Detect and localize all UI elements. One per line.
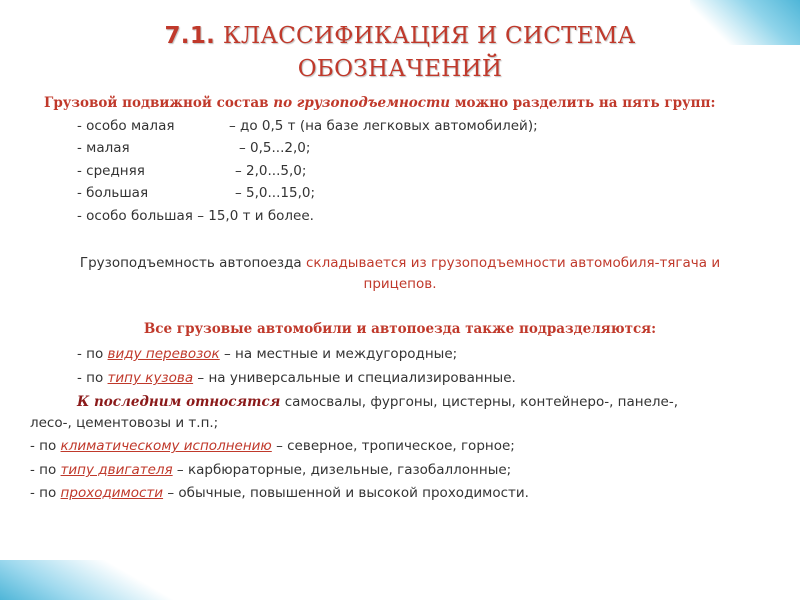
group-value: – до 0,5 т (на базе легковых автомобилей); xyxy=(229,118,538,134)
intro-term: по грузоподъемности xyxy=(273,95,451,111)
subdivision-prefix: - по xyxy=(30,438,61,454)
group-name: - особо малая xyxy=(77,118,175,134)
subdivision-term: климатическому исполнению xyxy=(60,438,272,454)
group-value: – 15,0 т и более. xyxy=(197,208,314,224)
subdivision-term: типу двигателя xyxy=(60,462,173,478)
subdivision-rest: – на местные и междугородные; xyxy=(219,346,458,362)
subdivision-latter-line-1 xyxy=(77,392,678,412)
latter-lead: К последним относятся xyxy=(77,394,281,410)
group-value: – 2,0...5,0; xyxy=(235,163,307,179)
group-item-small xyxy=(77,138,310,158)
title-line-2: ОБОЗНАЧЕНИЙ xyxy=(297,56,503,82)
subdivision-prefix: - по xyxy=(30,462,61,478)
group-item-very-large xyxy=(77,206,314,226)
title-number: 7.1. xyxy=(164,23,216,49)
title-text-1: КЛАССИФИКАЦИЯ И СИСТЕМА xyxy=(222,23,636,49)
subdivision-rest: – на универсальные и специализированные. xyxy=(193,370,516,386)
road-train-part2: складывается из грузоподъемности автомобиля-тягача и xyxy=(306,255,721,271)
subdivision-offroad xyxy=(30,483,529,503)
subdivision-prefix: - по xyxy=(77,370,108,386)
group-name: - малая xyxy=(77,140,130,156)
subdivision-engine xyxy=(30,460,511,480)
subdivision-rest: – северное, тропическое, горное; xyxy=(271,438,515,454)
corner-decoration-bottom xyxy=(0,560,180,600)
group-value: – 0,5...2,0; xyxy=(239,140,311,156)
intro-line xyxy=(44,93,715,113)
subdivision-latter-line-2: лесо-, цементовозы и т.п.; xyxy=(30,415,219,431)
road-train-line-2: прицепов. xyxy=(363,276,437,292)
subdivision-prefix: - по xyxy=(77,346,108,362)
subdivision-climate xyxy=(30,436,515,456)
subdivision-term: проходимости xyxy=(60,485,164,501)
subdivision-term: типу кузова xyxy=(107,370,194,386)
intro-part1: Грузовой подвижной состав xyxy=(44,95,274,111)
subdivision-body xyxy=(77,368,516,388)
group-name: - большая xyxy=(77,185,149,201)
subdivision-transport xyxy=(77,344,457,364)
subdivision-prefix: - по xyxy=(30,485,61,501)
subdivision-rest: – обычные, повышенной и высокой проходимости. xyxy=(163,485,529,501)
group-name: - средняя xyxy=(77,163,145,179)
subdivide-heading: Все грузовые автомобили и автопоезда также подразделяются: xyxy=(143,321,657,337)
group-name: - особо большая xyxy=(77,208,193,224)
subdivision-term: виду перевозок xyxy=(107,346,220,362)
subdivision-rest: – карбюраторные, дизельные, газобаллонные; xyxy=(172,462,512,478)
group-item-medium xyxy=(77,161,306,181)
road-train-part1: Грузоподъемность автопоезда xyxy=(79,255,306,271)
group-item-large xyxy=(77,183,315,203)
latter-rest: самосвалы, фургоны, цистерны, контейнеро-, панеле-, xyxy=(280,394,679,410)
slide-title xyxy=(0,20,800,86)
intro-part3: можно разделить на пять групп: xyxy=(450,95,716,111)
title-line-1 xyxy=(0,20,800,53)
group-value: – 5,0...15,0; xyxy=(235,185,315,201)
group-item-very-small xyxy=(77,116,538,136)
road-train-line-1 xyxy=(0,253,800,273)
